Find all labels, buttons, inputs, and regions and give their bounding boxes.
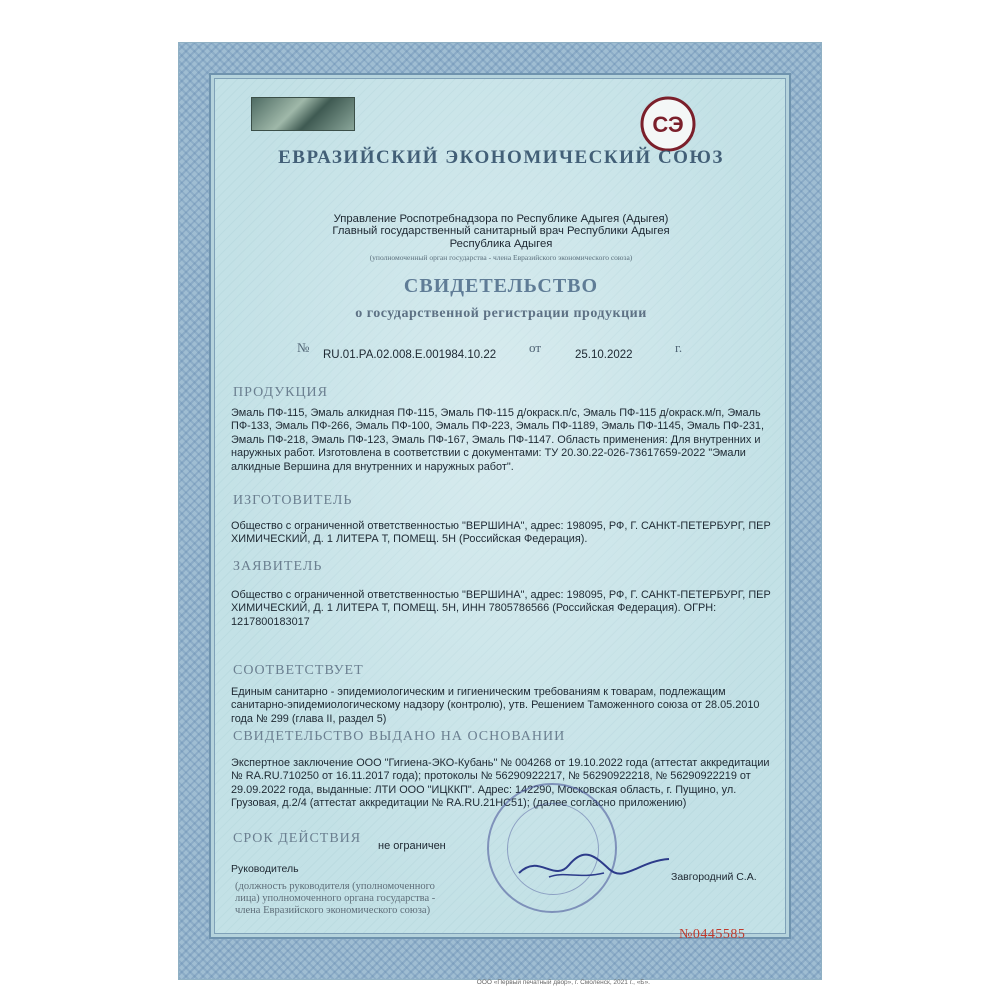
signer-role: Руководитель bbox=[231, 863, 299, 875]
conforms-text bbox=[231, 686, 771, 726]
serial-number: №0445585 bbox=[679, 927, 746, 942]
section-heading-validity: СРОК ДЕЙСТВИЯ bbox=[233, 831, 362, 846]
applicant-text bbox=[231, 589, 771, 629]
text-line: Общество с ограниченной ответственностью "ВЕРШИНА", адрес: 198095, РФ, Г. САНКТ-ПЕТЕРБУРГ, ПЕР bbox=[231, 589, 771, 601]
signature-caption bbox=[235, 881, 475, 917]
year-suffix: г. bbox=[675, 340, 683, 355]
text-line: года № 299 (глава II, раздел 5) bbox=[231, 712, 387, 725]
date-label: от bbox=[529, 340, 542, 355]
hologram-sticker bbox=[251, 97, 355, 131]
section-heading-basis: СВИДЕТЕЛЬСТВО ВЫДАНО НА ОСНОВАНИИ bbox=[233, 729, 566, 744]
authority-caption: (уполномоченный орган государства - члена Евразийского экономического союза) bbox=[369, 253, 633, 262]
sanitary-emblem-icon bbox=[639, 95, 697, 153]
text-line: 29.09.2022 года, выданные: ЛТИ ООО "ИЦККП". Адрес: 142290, Московская область, г. Пущино, ул. bbox=[231, 783, 737, 796]
text-line: Экспертное заключение ООО "Гигиена-ЭКО-Кубань" № 004268 от 19.10.2022 года (аттестат аккредитации bbox=[231, 757, 770, 769]
union-title: ЕВРАЗИЙСКИЙ ЭКОНОМИЧЕСКИЙ СОЮЗ bbox=[278, 147, 724, 168]
text-line: 1217800183017 bbox=[231, 615, 310, 628]
text-line: Грузовая, д.2/4 (аттестат аккредитации № RA.RU.21НС51); (далее согласно приложению) bbox=[231, 797, 687, 810]
text-line: ПФ-133, Эмаль ПФ-266, Эмаль ПФ-100, Эмаль ПФ-223, Эмаль ПФ-1189, Эмаль ПФ-1145, Эмаль ПФ-231, bbox=[231, 420, 764, 433]
text-line: № RA.RU.710250 от 16.11.2017 года); протоколы № 56290922217, № 56290922218, № 56290922219 от bbox=[231, 770, 751, 783]
text-line: Эмаль ПФ-218, Эмаль ПФ-123, Эмаль ПФ-167, Эмаль ПФ-1147. Область применения: Для внутренних и bbox=[231, 433, 761, 446]
section-heading-applicant: ЗАЯВИТЕЛЬ bbox=[233, 559, 323, 574]
document-title: СВИДЕТЕЛЬСТВО bbox=[403, 275, 599, 297]
text-line: наружных работ. Изготовлена в соответствии с документами: ТУ 20.30.22-026-73617659-2022 "Эмали bbox=[231, 447, 746, 460]
caption-line: члена Евразийского экономического союза) bbox=[235, 905, 431, 916]
product-text bbox=[231, 407, 771, 474]
caption-line: лица) уполномоченного органа государства - bbox=[235, 893, 436, 904]
manufacturer-text bbox=[231, 520, 771, 547]
text-line: Эмаль ПФ-115, Эмаль алкидная ПФ-115, Эмаль ПФ-115 д/окраск.п/с, Эмаль ПФ-115 д/окраск.м/п, Эмаль bbox=[231, 407, 761, 419]
text-line: Единым санитарно - эпидемиологическим и гигиеническим требованиям к товарам, подлежащим bbox=[231, 686, 726, 698]
caption-line: (должность руководителя (уполномоченного bbox=[235, 881, 435, 892]
text-line: ХИМИЧЕСКИЙ, Д. 1 ЛИТЕРА Т, ПОМЕЩ. 5Н (Российская Федерация). bbox=[231, 533, 588, 546]
document-subtitle: о государственной регистрации продукции bbox=[355, 306, 647, 321]
section-heading-conforms: СООТВЕТСТВУЕТ bbox=[233, 663, 364, 678]
registration-number: RU.01.РА.02.008.Е.001984.10.22 bbox=[323, 349, 497, 361]
section-heading-manufacturer: ИЗГОТОВИТЕЛЬ bbox=[233, 493, 353, 508]
signature-mark bbox=[509, 843, 679, 893]
text-line: ХИМИЧЕСКИЙ, Д. 1 ЛИТЕРА Т, ПОМЕЩ. 5Н, ИНН 7805786566 (Российская Федерация). ОГРН: bbox=[231, 602, 717, 615]
printer-imprint: ООО «Первый печатный двор», г. Смоленск, 2021 г., «Б». bbox=[476, 979, 650, 986]
svg-text:СЭ: СЭ bbox=[652, 112, 684, 137]
authority-line: Республика Адыгея bbox=[449, 238, 553, 250]
authority-line: Управление Роспотребнадзора по Республике Адыгея (Адыгея) bbox=[333, 213, 669, 225]
certificate-sheet bbox=[178, 42, 822, 980]
number-label: № bbox=[297, 340, 310, 355]
signer-name: Завгородний С.А. bbox=[671, 871, 757, 883]
validity-value: не ограничен bbox=[378, 840, 446, 852]
text-line: санитарно-эпидемиологическому надзору (контролю), утв. Решением Таможенного союза от 28.05.2010 bbox=[231, 699, 760, 712]
basis-text bbox=[231, 757, 771, 811]
text-line: алкидные Вершина для внутренних и наружных работ". bbox=[231, 460, 514, 473]
section-heading-product: ПРОДУКЦИЯ bbox=[233, 385, 329, 400]
text-line: Общество с ограниченной ответственностью "ВЕРШИНА", адрес: 198095, РФ, Г. САНКТ-ПЕТЕРБУРГ, ПЕР bbox=[231, 520, 771, 532]
registration-date: 25.10.2022 bbox=[575, 349, 633, 361]
authority-line: Главный государственный санитарный врач Республики Адыгея bbox=[332, 225, 670, 237]
